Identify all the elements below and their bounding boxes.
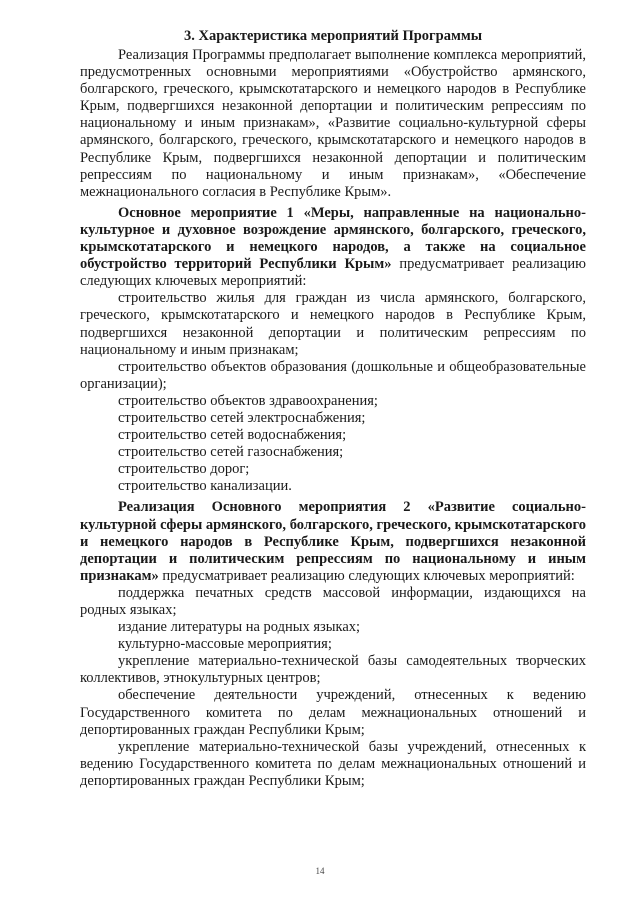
list-item: поддержка печатных средств массовой информации, издающихся на родных языках; (80, 584, 586, 618)
list-item: строительство жилья для граждан из числа армянского, болгарского, греческого, крымскотатарского и немецкого народов в Республике Крым, подвергшихся незаконной депортации и политическим репрессиям по национальному и иным признакам; (80, 290, 586, 358)
measure-2-title: Реализация Основного мероприятия 2 «Развитие социально-культурной сферы армянского, болгарского, греческого, крымскотатарского и немецкого народов в Республике Крым, подвергшихся незаконной депортации и политическим репрессиям по национальному и иным признакам» (80, 499, 586, 584)
measure-1-paragraph (80, 205, 586, 290)
measure-1-list (80, 290, 586, 495)
list-item: строительство объектов образования (дошкольные и общеобразовательные организации); (80, 358, 586, 392)
list-item: строительство сетей водоснабжения; (118, 427, 347, 444)
list-item: строительство объектов здравоохранения; (118, 392, 378, 409)
section-title: 3. Характеристика мероприятий Программы (183, 28, 483, 44)
list-item: издание литературы на родных языках; (118, 619, 361, 636)
list-item: обеспечение деятельности учреждений, отнесенных к ведению Государственного комитета по делам межнациональных отношений и депортированных граждан Республики Крым; (80, 687, 586, 738)
measure-2-paragraph (80, 499, 586, 584)
measure-1-lead: предусматривает реализацию следующих ключевых мероприятий: (80, 256, 587, 290)
measure-2-lead: предусматривает реализацию следующих ключевых мероприятий: (158, 567, 575, 584)
page-number: 14 (315, 866, 325, 876)
list-item: укрепление материально-технической базы самодеятельных творческих коллективов, этнокультурных центров; (80, 653, 586, 687)
measure-1-title: Основное мероприятие 1 «Меры, направленные на национально-культурное и духовное возрождение армянского, болгарского, греческого, крымскотатарского и немецкого народов, а также на социальное обустройство территорий Республики Крым» (80, 204, 586, 273)
list-item: укрепление материально-технической базы учреждений, отнесенных к ведению Государственного комитета по делам межнациональных отношений и депортированных граждан Республики Крым; (80, 738, 586, 789)
list-item: строительство сетей электроснабжения; (118, 409, 366, 426)
list-item: культурно-массовые мероприятия; (118, 636, 332, 653)
list-item: строительство канализации. (118, 478, 292, 495)
measure-2-list (80, 585, 586, 790)
intro-paragraph: Реализация Программы предполагает выполнение комплекса мероприятий, предусмотренных основными мероприятиями «Обустройство армянского, болгарского, греческого, крымскотатарского и немецкого народов в Республике Крым, подвергшихся незаконной депортации и политическим репрессиям по национальному и иным признакам», «Развитие социально-культурной сферы армянского, болгарского, греческого, крымскотатарского и немецкого народов в Республике Крым, подвергшихся незаконной депортации и политическим репрессиям по национальному и иным признакам», «Обеспечение межнационального согласия в Республике Крым». (80, 47, 586, 200)
list-item: строительство сетей газоснабжения; (118, 444, 344, 461)
list-item: строительство дорог; (118, 461, 250, 478)
